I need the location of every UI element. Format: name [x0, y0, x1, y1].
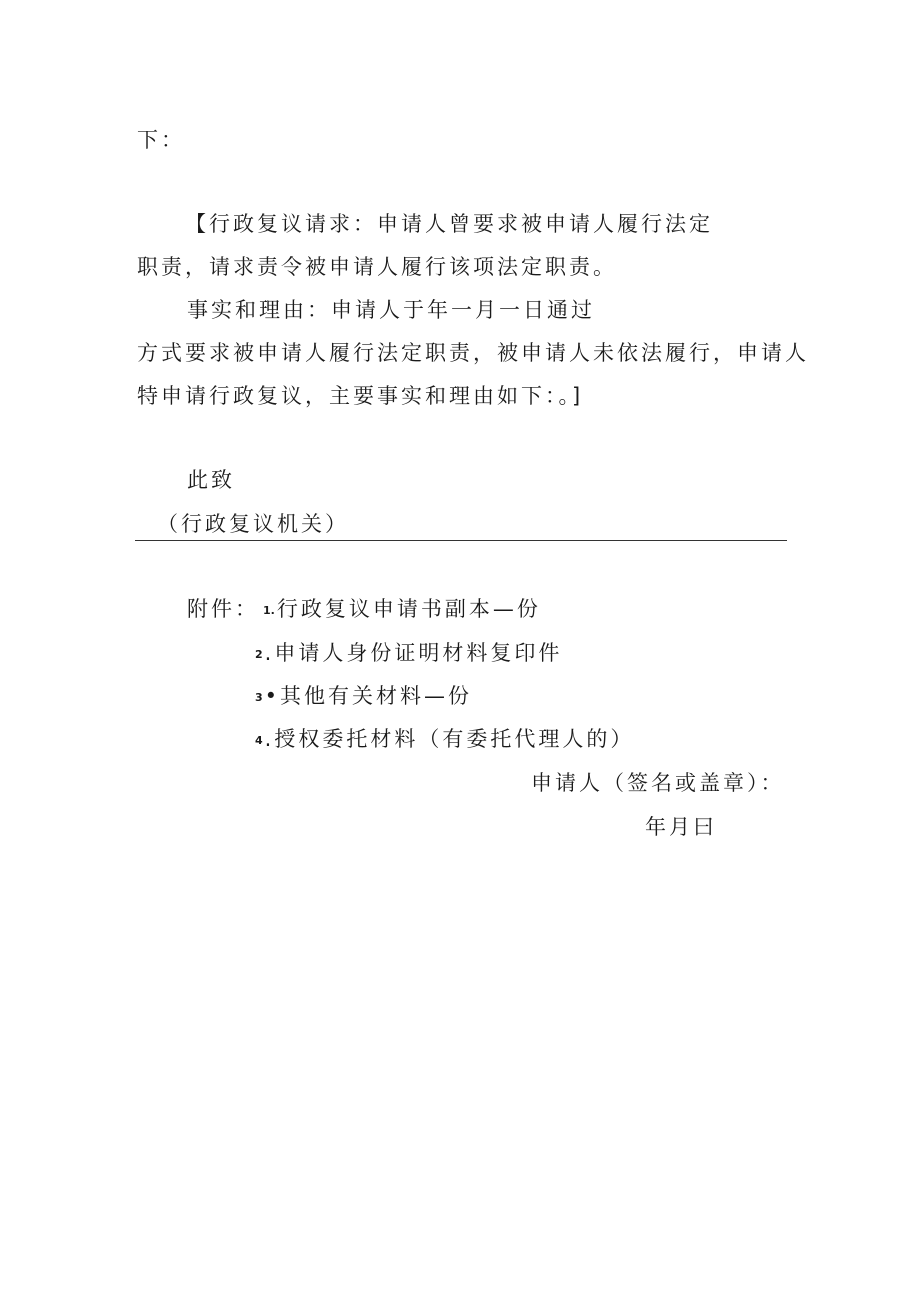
attachment-number: 4: [255, 734, 263, 747]
attachment-number: 2: [255, 648, 263, 661]
salutation-to: 此致: [187, 468, 235, 492]
salutation-recipient: （行政复议机关）: [157, 512, 349, 536]
attachment-item-4: [255, 725, 634, 755]
facts-line-2: 方式要求被申请人履行法定职责，被申请人未依法履行，申请人: [137, 341, 809, 365]
request-line-2: 职责，请求责令被申请人履行该项法定职责。: [137, 255, 617, 279]
applicant-signature-label: 申请人（签名或盖章）：: [531, 771, 785, 795]
attachment-text: •其他有关材料—份: [264, 684, 473, 708]
attachment-number: 3: [255, 691, 263, 704]
attachment-item-3: [255, 682, 472, 712]
attachment-number: 1.: [263, 604, 275, 617]
facts-line-3: 特申请行政复议，主要事实和理由如下：。]: [137, 384, 584, 408]
attachment-text: .申请人身份证明材料复印件: [264, 641, 563, 665]
section-divider: [135, 540, 787, 541]
attachment-item-1: [187, 595, 541, 625]
attachments-label: 附件：: [187, 597, 259, 621]
request-line-1: 【行政复议请求：申请人曾要求被申请人履行法定: [185, 212, 713, 236]
signature-date: 年月曰: [645, 815, 717, 839]
attachment-text: .授权委托材料（有委托代理人的）: [264, 727, 635, 751]
attachment-text: 行政复议申请书副本—份: [276, 597, 541, 621]
facts-line-1: 事实和理由：申请人于年一月一日通过: [187, 298, 595, 322]
attachment-item-2: [255, 639, 562, 669]
continuation-text: 下：: [137, 128, 185, 152]
